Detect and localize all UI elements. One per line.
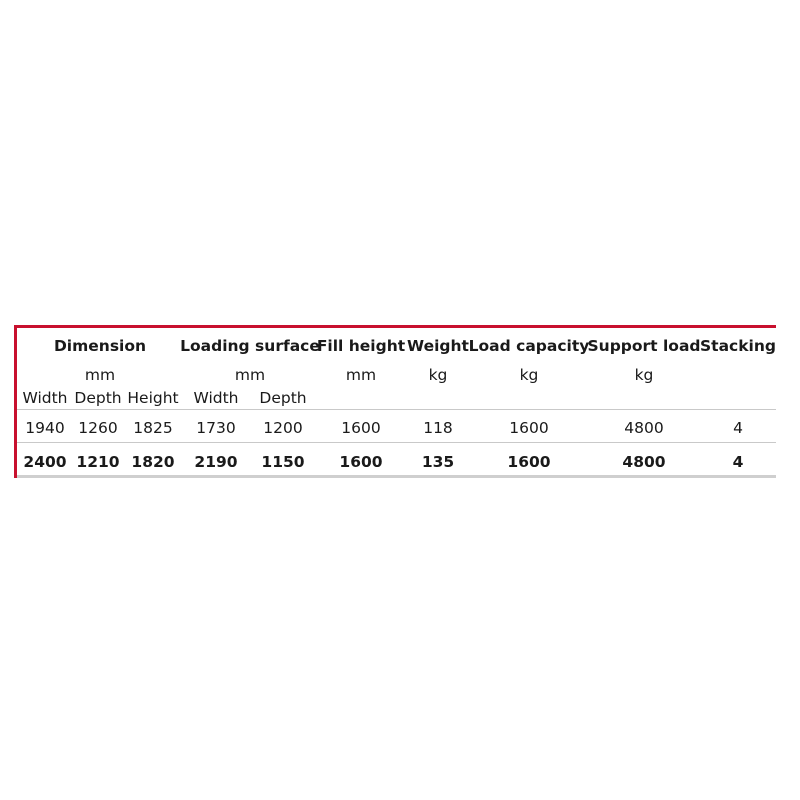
- table-cell: 1200: [263, 419, 303, 437]
- table-cell: 4800: [624, 419, 664, 437]
- table-left-accent-border: [14, 325, 17, 478]
- table-cell: 4: [733, 419, 743, 437]
- subheader-loading-surface-width: Width: [193, 389, 239, 407]
- subheader-dimension-depth: Depth: [74, 389, 122, 407]
- unit-fill-height: mm: [345, 366, 377, 384]
- table-cell: 2190: [194, 453, 238, 471]
- unit-loading-surface: mm: [234, 366, 266, 384]
- table-cell: 1940: [25, 419, 65, 437]
- table-cell: 118: [423, 419, 453, 437]
- table-cell: 1260: [78, 419, 118, 437]
- unit-load-capacity: kg: [519, 366, 539, 384]
- table-bottom-border: [17, 475, 776, 478]
- unit-weight: kg: [428, 366, 448, 384]
- table-cell: 2400: [23, 453, 67, 471]
- table-cell: 1150: [261, 453, 305, 471]
- header-fill-height: Fill height: [316, 337, 406, 355]
- table-top-accent-border: [14, 325, 776, 328]
- table-cell: 1820: [131, 453, 175, 471]
- header-weight: Weight: [407, 337, 469, 355]
- header-stacking: Stacking: [700, 337, 776, 355]
- header-divider: [17, 409, 776, 410]
- header-dimension: Dimension: [53, 337, 147, 355]
- table-cell: 1600: [341, 419, 381, 437]
- table-cell: 1600: [339, 453, 383, 471]
- table-cell: 1600: [509, 419, 549, 437]
- spec-table: [14, 325, 776, 478]
- subheader-loading-surface-depth: Depth: [259, 389, 307, 407]
- table-cell: 135: [421, 453, 455, 471]
- table-cell: 1210: [76, 453, 120, 471]
- table-cell: 4: [732, 453, 744, 471]
- unit-support-load: kg: [634, 366, 654, 384]
- table-cell: 1600: [507, 453, 551, 471]
- unit-dimension: mm: [84, 366, 116, 384]
- header-load-capacity: Load capacity: [468, 337, 590, 355]
- table-cell: 1730: [196, 419, 236, 437]
- table-cell: 4800: [622, 453, 666, 471]
- table-cell: 1825: [133, 419, 173, 437]
- header-loading-surface: Loading surface: [180, 337, 320, 355]
- header-support-load: Support load: [587, 337, 701, 355]
- subheader-dimension-width: Width: [22, 389, 68, 407]
- row-divider: [17, 442, 776, 443]
- subheader-dimension-height: Height: [127, 389, 179, 407]
